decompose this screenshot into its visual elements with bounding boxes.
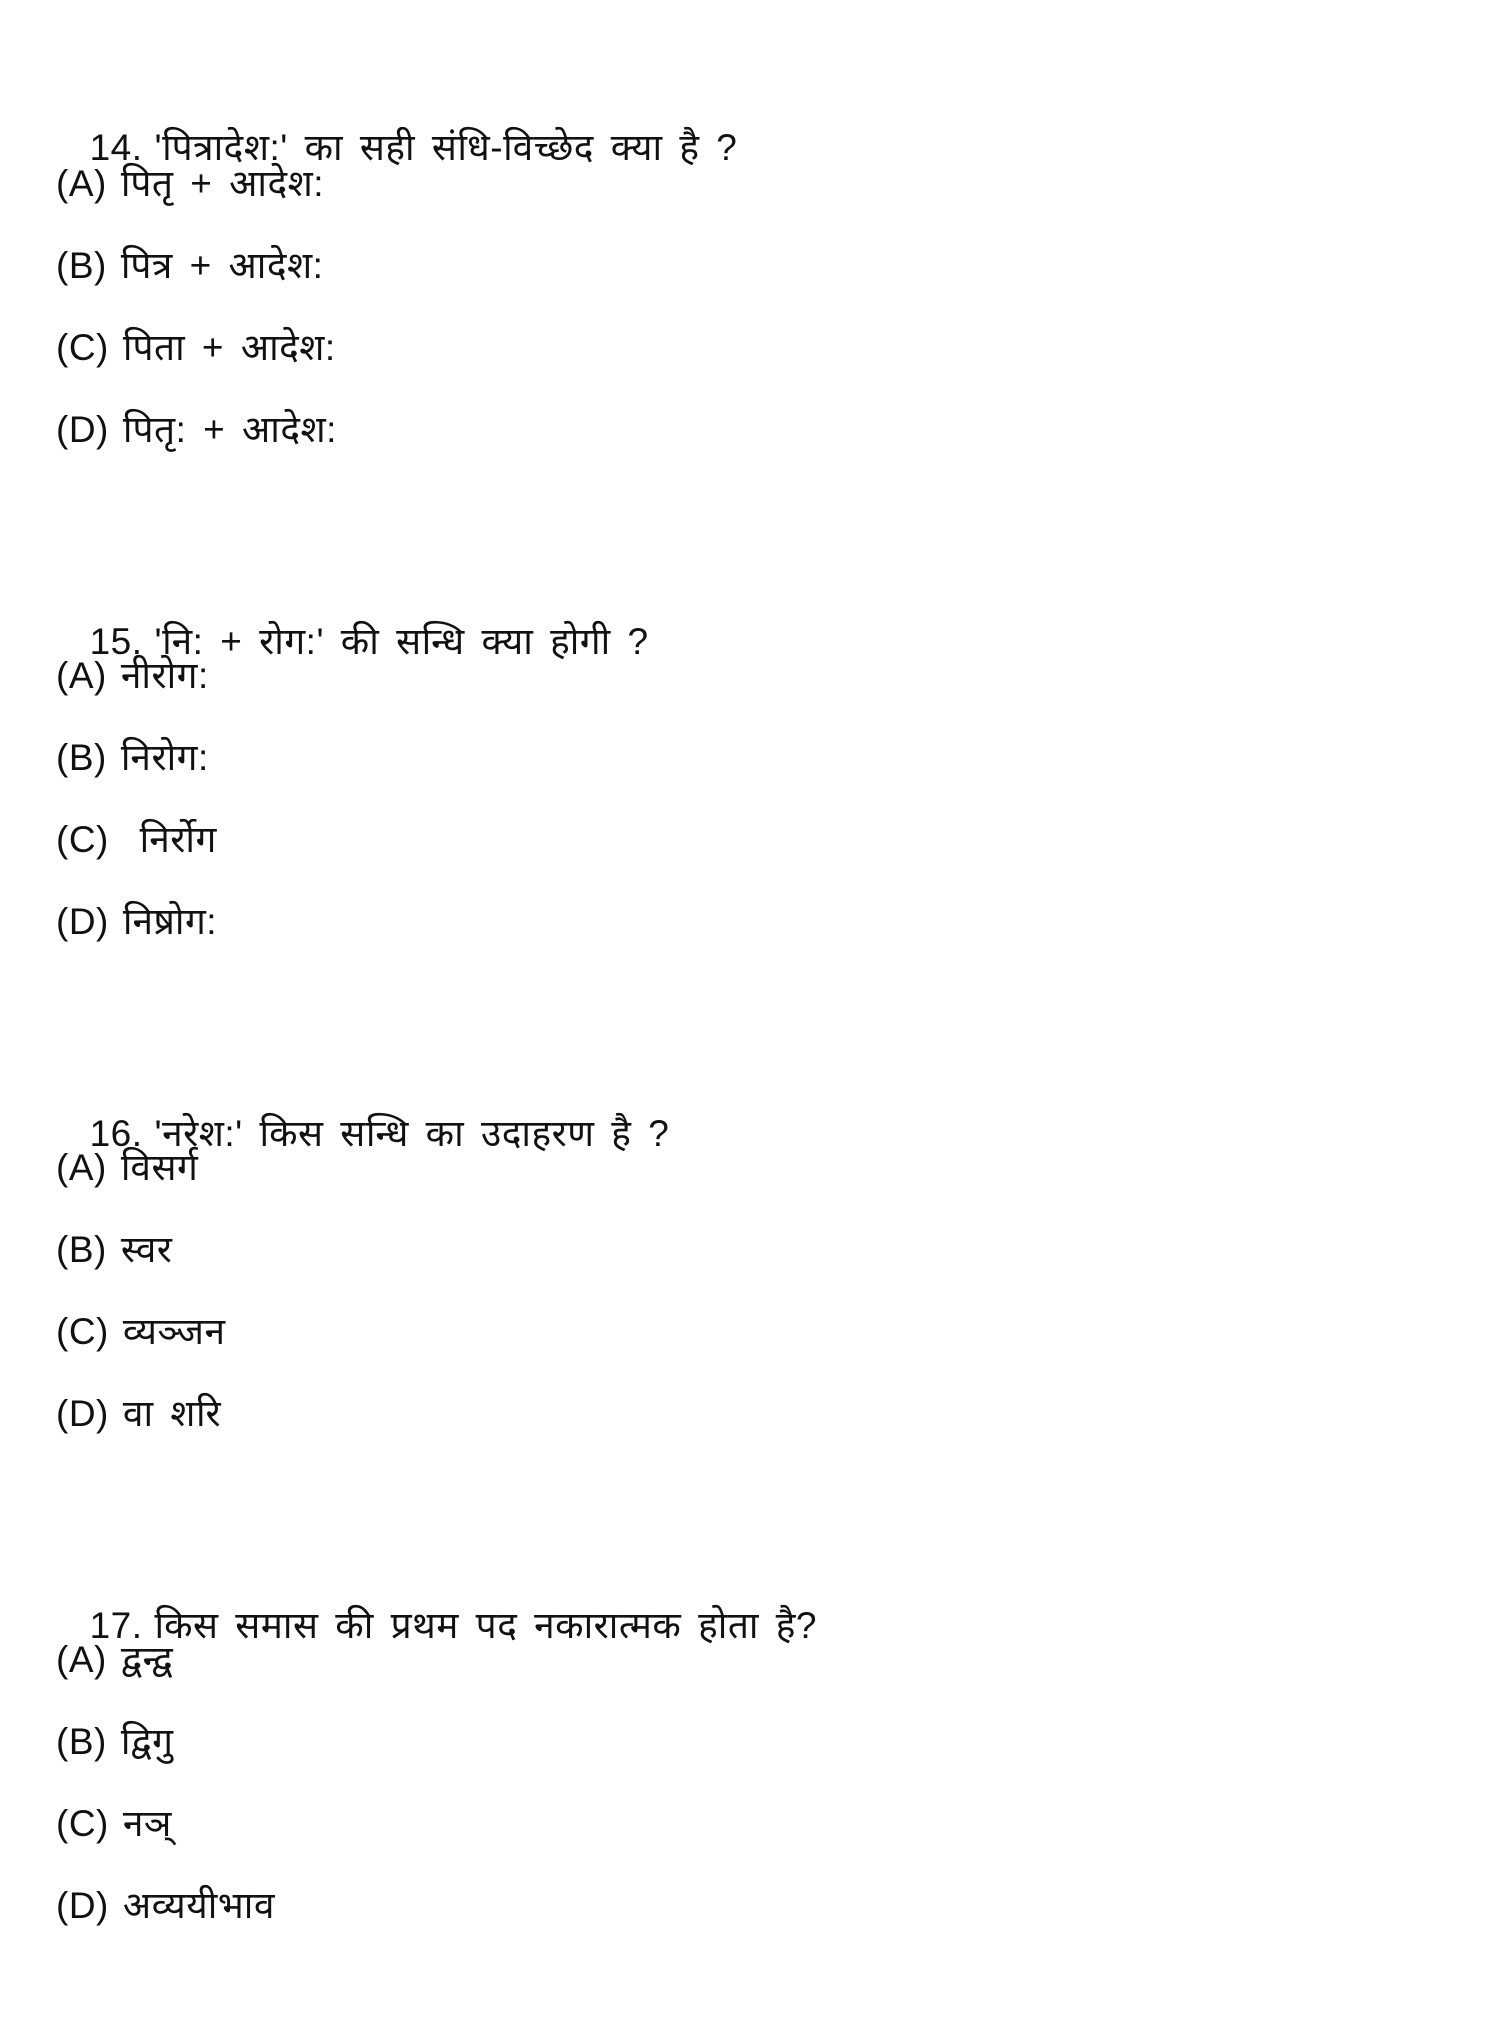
option-text: विसर्ग bbox=[120, 1147, 199, 1188]
option-15-b[interactable] bbox=[56, 734, 209, 782]
option-text: निर्रोग bbox=[122, 819, 217, 860]
option-text: अव्ययीभाव bbox=[122, 1885, 275, 1926]
question-text: 'नरेश:' किस सन्धि का उदाहरण है ? bbox=[154, 1113, 670, 1154]
option-label: (C) bbox=[56, 327, 109, 368]
option-label: (D) bbox=[56, 409, 109, 450]
option-15-a[interactable] bbox=[56, 652, 209, 700]
option-text: वा शरि bbox=[122, 1393, 222, 1434]
question-number: 14. bbox=[89, 127, 143, 168]
option-16-d[interactable] bbox=[56, 1390, 221, 1438]
option-14-b[interactable] bbox=[56, 242, 323, 290]
question-text: किस समास की प्रथम पद नकारात्मक होता है? bbox=[154, 1605, 818, 1646]
option-label: (A) bbox=[56, 1639, 107, 1680]
option-15-d[interactable] bbox=[56, 898, 217, 946]
option-text: व्यञ्जन bbox=[122, 1311, 226, 1352]
option-text: द्वन्द्व bbox=[120, 1639, 174, 1680]
option-label: (C) bbox=[56, 819, 109, 860]
option-17-d[interactable] bbox=[56, 1882, 275, 1930]
question-text: 'पित्रादेश:' का सही संधि-विच्छेद क्या है ? bbox=[154, 127, 738, 168]
option-label: (A) bbox=[56, 163, 107, 204]
option-15-c[interactable] bbox=[56, 816, 217, 864]
option-17-b[interactable] bbox=[56, 1718, 174, 1766]
question-14 bbox=[56, 76, 737, 172]
option-text: स्वर bbox=[120, 1229, 173, 1270]
option-14-c[interactable] bbox=[56, 324, 336, 372]
option-16-c[interactable] bbox=[56, 1308, 225, 1356]
question-text: 'नि: + रोग:' की सन्धि क्या होगी ? bbox=[154, 621, 649, 662]
option-text: पित्र + आदेश: bbox=[120, 245, 324, 286]
option-text: नीरोग: bbox=[120, 655, 209, 696]
option-text: पितृ + आदेश: bbox=[120, 163, 325, 204]
question-number: 15. bbox=[89, 621, 143, 662]
option-text: निष्रोग: bbox=[122, 901, 218, 942]
option-label: (C) bbox=[56, 1311, 109, 1352]
question-number: 16. bbox=[89, 1113, 143, 1154]
option-text: निरोग: bbox=[120, 737, 209, 778]
option-label: (A) bbox=[56, 655, 107, 696]
option-label: (B) bbox=[56, 245, 107, 286]
option-label: (D) bbox=[56, 1885, 109, 1926]
option-14-a[interactable] bbox=[56, 160, 324, 208]
option-text: नञ् bbox=[122, 1803, 172, 1844]
option-label: (D) bbox=[56, 901, 109, 942]
option-14-d[interactable] bbox=[56, 406, 337, 454]
option-text: पिता + आदेश: bbox=[122, 327, 336, 368]
option-17-c[interactable] bbox=[56, 1800, 172, 1848]
option-text: पितृ: + आदेश: bbox=[122, 409, 337, 450]
option-label: (D) bbox=[56, 1393, 109, 1434]
option-label: (B) bbox=[56, 1721, 107, 1762]
option-16-a[interactable] bbox=[56, 1144, 198, 1192]
question-number: 17. bbox=[89, 1605, 143, 1646]
option-16-b[interactable] bbox=[56, 1226, 172, 1274]
option-label: (C) bbox=[56, 1803, 109, 1844]
option-label: (B) bbox=[56, 1229, 107, 1270]
option-text: द्विगु bbox=[120, 1721, 174, 1762]
option-label: (A) bbox=[56, 1147, 107, 1188]
option-17-a[interactable] bbox=[56, 1636, 173, 1684]
option-label: (B) bbox=[56, 737, 107, 778]
